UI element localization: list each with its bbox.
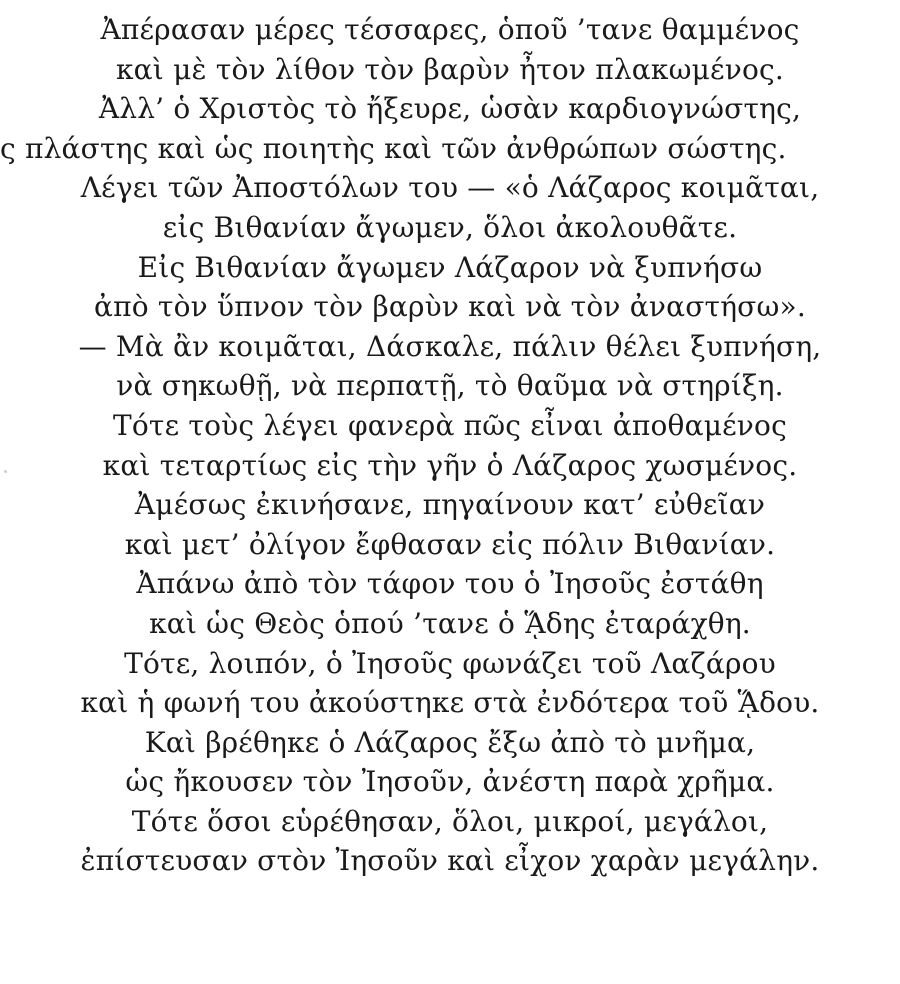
poem-line-text: Τότε ὅσοι εὑρέθησαν, ὅλοι, μικροί, μεγάλοι,	[131, 804, 769, 838]
poem-line	[0, 525, 900, 565]
poem-line-text: εἰς Βιθανίαν ἄγωμεν, ὅλοι ἀκολουθᾶτε.	[162, 210, 738, 244]
poem-line-text: Εἰς Βιθανίαν ἄγωμεν Λάζαρον νὰ ξυπνήσω	[137, 250, 763, 284]
poem-line	[0, 129, 900, 169]
poem-line	[0, 366, 900, 406]
poem-line-text: καὶ τεταρτίως εἰς τὴν γῆν ὁ Λάζαρος χωσμένος.	[102, 448, 798, 482]
poem-line-text: καὶ ὡς Θεὸς ὁπού ’τανε ὁ ᾍδης ἐταράχθη.	[149, 606, 751, 640]
poem-line-text: Ἀπάνω ἀπὸ τὸν τάφον του ὁ Ἰησοῦς ἐστάθη	[136, 567, 764, 601]
poem-line	[0, 248, 900, 288]
poem-line	[0, 168, 900, 208]
poem-line	[0, 287, 900, 327]
poem-line	[0, 604, 900, 644]
poem-line	[0, 723, 900, 763]
poem-line-text: Καὶ βρέθηκε ὁ Λάζαρος ἔξω ἀπὸ τὸ μνῆμα,	[144, 725, 756, 759]
poem-line	[0, 841, 900, 881]
poem-line	[0, 10, 900, 50]
poem-line	[0, 406, 900, 446]
poem-line-text: Λέγει τῶν Ἀποστόλων του — «ὁ Λάζαρος κοιμᾶται,	[80, 171, 820, 205]
poem-line	[0, 446, 900, 486]
poem-line-text: καὶ μετ’ ὀλίγον ἔφθασαν εἰς πόλιν Βιθανίαν.	[124, 527, 776, 561]
poem-line	[0, 802, 900, 842]
poem-line	[0, 762, 900, 802]
poem-line-text: Ἀλλ’ ὁ Χριστὸς τὸ ἤξευρε, ὡσὰν καρδιογνώστης,	[98, 92, 802, 126]
poem-line	[0, 564, 900, 604]
scan-speck	[4, 470, 7, 473]
poem-line	[0, 50, 900, 90]
poem-line	[0, 208, 900, 248]
poem-line	[0, 327, 900, 367]
poem-line-text: Τότε τοὺς λέγει φανερὰ πῶς εἶναι ἀποθαμένος	[113, 408, 787, 442]
poem-line	[0, 485, 900, 525]
poem-line-text: καὶ μὲ τὸν λίθον τὸν βαρὺν ἦτον πλακωμένος.	[115, 52, 784, 86]
poem-line-text: Ἀμέσως ἐκινήσανε, πηγαίνουν κατ’ εὐθεῖαν	[134, 488, 766, 522]
poem-line	[0, 683, 900, 723]
poem-line-text: ἐπίστευσαν στὸν Ἰησοῦν καὶ εἶχον χαρὰν μεγάλην.	[80, 844, 820, 878]
poem-line-text: Τότε, λοιπόν, ὁ Ἰησοῦς φωνάζει τοῦ Λαζάρου	[124, 646, 776, 680]
poem-line-text: ἀπὸ τὸν ὕπνον τὸν βαρὺν καὶ νὰ τὸν ἀναστήσω».	[94, 290, 806, 324]
poem-line-text: Ἀπέρασαν μέρες τέσσαρες, ὁποῦ ’τανε θαμμένος	[100, 13, 800, 46]
poem-line-text: ς πλάστης καὶ ὡς ποιητὴς καὶ τῶν ἀνθρώπων σώστης.	[0, 131, 787, 165]
poem-line-text: νὰ σηκωθῇ, νὰ περπατῇ, τὸ θαῦμα νὰ στηρίξη.	[116, 369, 784, 403]
poem-line-text: καὶ ἡ φωνή του ἀκούστηκε στὰ ἐνδότερα τοῦ ᾍδου.	[80, 686, 820, 720]
poem-line-text: ὡς ἤκουσεν τὸν Ἰησοῦν, ἀνέστη παρὰ χρῆμα.	[125, 765, 775, 799]
poem-line-text: — Μὰ ἂν κοιμᾶται, Δάσκαλε, πάλιν θέλει ξυπνήση,	[78, 329, 822, 363]
poem-line	[0, 644, 900, 684]
poem-line	[0, 89, 900, 129]
